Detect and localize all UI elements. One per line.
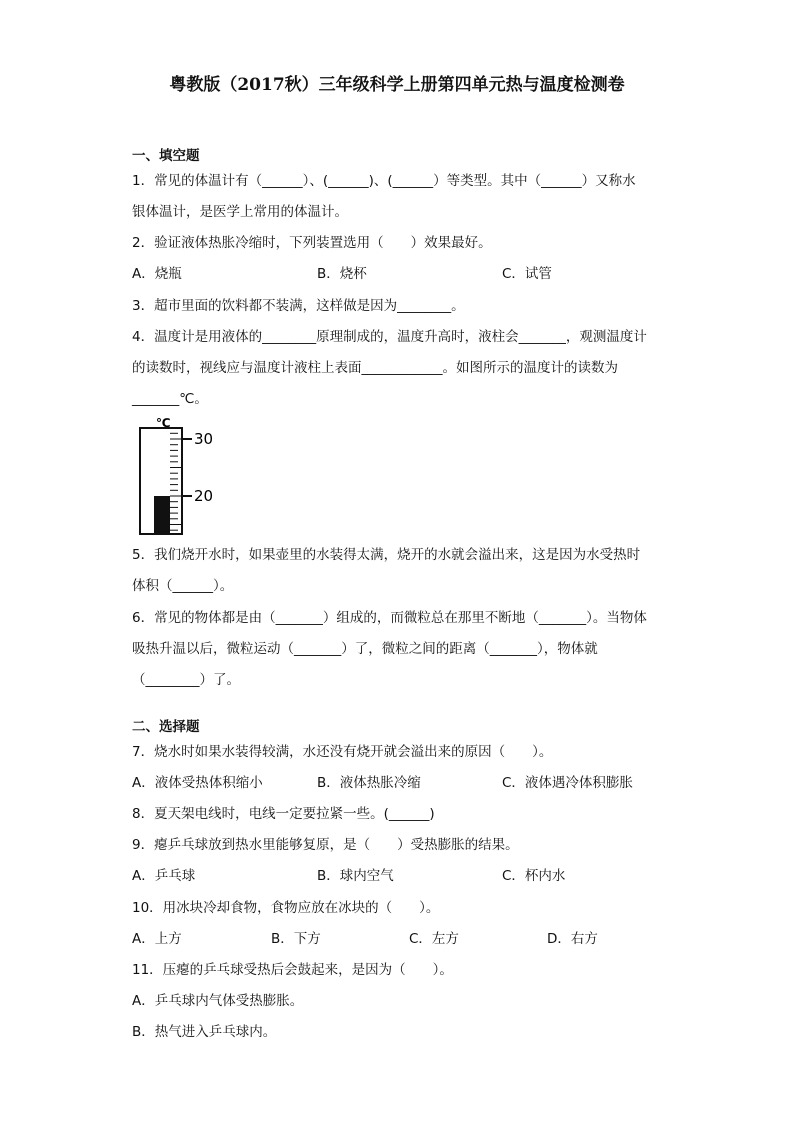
question-10-option-a: A．上方 [132,931,182,947]
question-10-option-d: D．右方 [547,931,598,947]
section-choice-heading: 二、选择题 [132,719,200,735]
tick-label-20: 20 [194,487,214,505]
question-11-option-a: A．乒乓球内气体受热膨胀。 [132,993,304,1009]
question-1-line-1: 1．常见的体温计有（______）、(______)、(______）等类型。其中（______）又称水 [132,173,636,189]
thermometer-figure [134,414,234,538]
question-4-line-1: 4．温度计是用液体的________原理制成的，温度升高时，液柱会_______，观测温度计 [132,329,647,345]
question-8: 8．夏天架电线时，电线一定要拉紧一些。(______) [132,806,435,822]
question-7: 7．烧水时如果水装得较满，水还没有烧开就会溢出来的原因（ ）。 [132,744,553,760]
thermometer-scale [170,433,182,530]
question-10-option-c: C．左方 [409,931,459,947]
question-2-option-a: A．烧瓶 [132,266,182,282]
question-7-option-a: A．液体受热体积缩小 [132,775,263,791]
question-11-option-b: B．热气进入乒乓球内。 [132,1024,277,1040]
question-9-option-c: C．杯内水 [502,868,566,884]
question-3: 3．超市里面的饮料都不装满，这样做是因为________。 [132,298,465,314]
question-7-option-c: C．液体遇冷体积膨胀 [502,775,633,791]
question-6-line-2: 吸热升温以后，微粒运动（_______）了，微粒之间的距离（_______），物体就 [132,641,598,657]
question-10: 10．用冰块冷却食物，食物应放在冰块的（ ）。 [132,900,440,916]
question-5-line-2: 体积（______）。 [132,578,234,594]
page-title: 粤教版（2017秋）三年级科学上册第四单元热与温度检测卷 [169,75,625,95]
question-6-line-1: 6．常见的物体都是由（_______）组成的，而微粒总在那里不断地（_______）。当物体 [132,610,647,626]
question-11: 11．压瘪的乒乓球受热后会鼓起来，是因为（ ）。 [132,962,453,978]
question-4-line-3: _______℃。 [132,391,208,407]
thermometer-unit-label: ℃ [156,416,171,430]
question-9: 9．瘪乒乓球放到热水里能够复原，是（ ）受热膨胀的结果。 [132,837,519,853]
question-5-line-1: 5．我们烧开水时，如果壶里的水装得太满，烧开的水就会溢出来，这是因为水受热时 [132,547,641,563]
question-2: 2．验证液体热胀冷缩时，下列装置选用（ ）效果最好。 [132,235,492,251]
question-9-option-a: A．乒乓球 [132,868,196,884]
question-4-line-2: 的读数时，视线应与温度计液柱上表面____________。如图所示的温度计的读数为 [132,360,618,376]
question-10-option-b: B．下方 [271,931,321,947]
question-6-line-3: （________）了。 [132,672,240,688]
thermometer-liquid-column [154,496,170,534]
question-1-line-2: 银体温计，是医学上常用的体温计。 [132,204,348,220]
question-2-option-b: B．烧杯 [317,266,367,282]
question-9-option-b: B．球内空气 [317,868,394,884]
question-7-option-b: B．液体热胀冷缩 [317,775,421,791]
section-fill-blank-heading: 一、填空题 [132,148,200,164]
tick-label-30: 30 [194,430,214,448]
question-2-option-c: C．试管 [502,266,552,282]
